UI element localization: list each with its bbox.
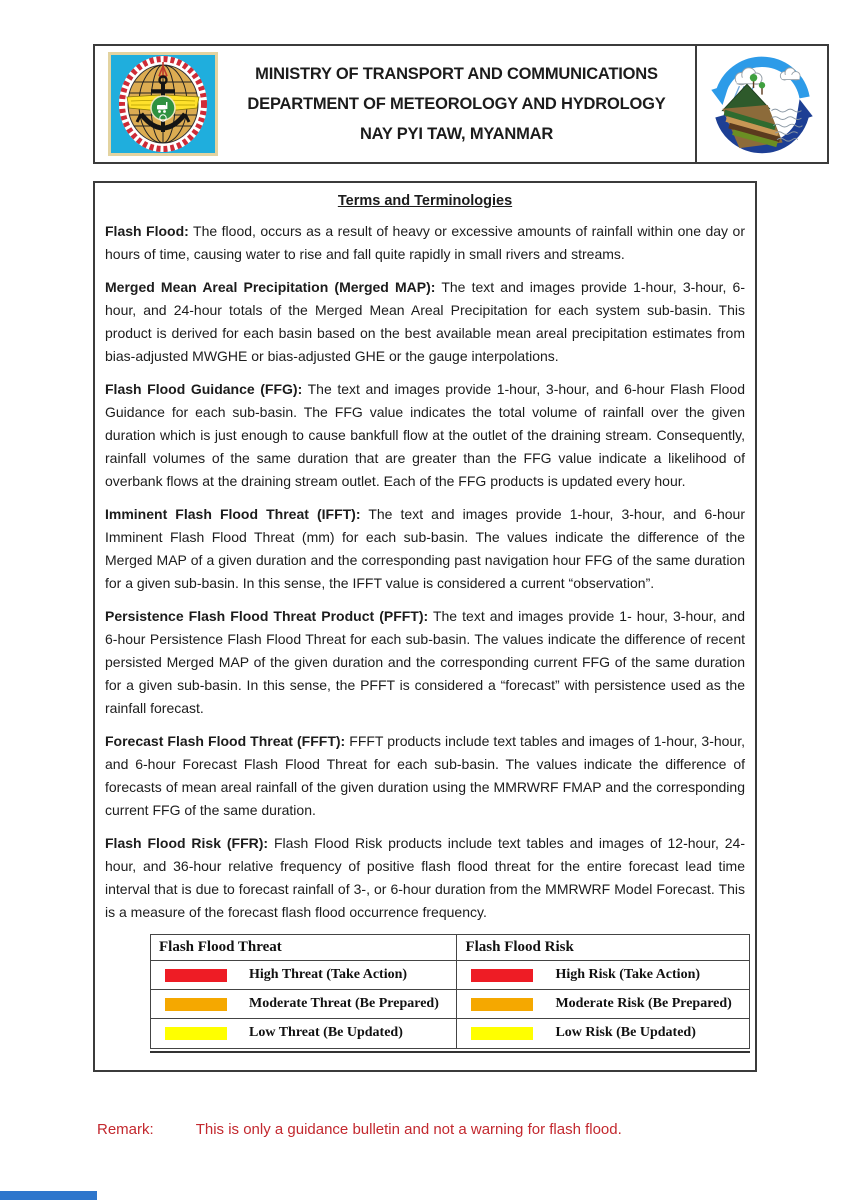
low-risk-color-swatch (471, 1027, 533, 1040)
moderate-threat-color-swatch (165, 998, 227, 1011)
term-label: Persistence Flash Flood Threat Product (PFFT): (105, 608, 429, 624)
remark-text: This is only a guidance bulletin and not a warning for flash flood. (195, 1121, 622, 1138)
legend-row-low (151, 1019, 750, 1048)
header-line-location: NAY PYI TAW, MYANMAR (359, 125, 554, 143)
header-text (218, 59, 695, 149)
term-label: Flash Flood: (105, 223, 189, 239)
header-title-box (93, 44, 697, 164)
term-definition: The flood, occurs as a result of heavy or excessive amounts of rainfall within one day or hours of time, causing water to rise and fall quite rapidly in small rivers and streams. (105, 223, 745, 262)
legend-header-row (151, 935, 750, 961)
paragraph-pfft (105, 605, 745, 720)
legend-row-high (151, 961, 750, 990)
hydro-cycle-logo-box (697, 44, 829, 164)
header-line-department: DEPARTMENT OF METEOROLOGY AND HYDROLOGY (247, 95, 666, 113)
term-label: Flash Flood Risk (FFR): (105, 835, 269, 851)
hydrological-cycle-icon (700, 49, 824, 159)
ministry-seal-icon (108, 52, 218, 156)
moderate-risk-label: Moderate Risk (Be Prepared) (555, 996, 732, 1012)
term-definition: The text and images provide 1-hour, 3-hour, and 6-hour Flash Flood Guidance for each sub-basin. The FFG value indicates the total volume of rainfall over the given duration which is just enough to cause bankfull flow at the outlet of the draining stream. Consequently, rainfall volumes of the same duration that are greater than the FFG value indicate a likelihood of overbank flows at the draining stream outlet. Each of the FFG products is updated every hour. (105, 381, 745, 489)
term-label: Flash Flood Guidance (FFG): (105, 381, 303, 397)
high-threat-color-swatch (165, 969, 227, 982)
low-risk-label: Low Risk (Be Updated) (555, 1025, 696, 1041)
term-definition: Flash Flood Risk products include text tables and images of 12-hour, 24-hour, and 36-hour relative frequency of positive flash flood threat for the entire forecast lead time interval that is due to forecast rainfall of 3-, or 6-hour duration from the MMRWRF Model Forecast. This is a measure of the forecast flash flood occurrence frequency. (105, 835, 745, 920)
paragraph-ffg (105, 378, 745, 493)
term-definition: The text and images provide 1-hour, 3-hour, 6-hour, and 24-hour totals of the Merged Mean Areal Precipitation for each system sub-basin. This product is derived for each basin based on the best available mean areal precipitation estimates from bias-adjusted MWGHE or bias-adjusted GHE or the gauge interpolations. (105, 279, 745, 364)
remark (97, 1121, 622, 1138)
paragraph-ifft (105, 503, 745, 595)
low-threat-color-swatch (165, 1027, 227, 1040)
legend-row-moderate (151, 990, 750, 1019)
moderate-risk-color-swatch (471, 998, 533, 1011)
term-definition: The text and images provide 1-hour, 3-hour, and 6-hour Imminent Flash Flood Threat (mm) for each sub-basin. The values indicate the difference of the Merged MAP of a given duration and the corresponding past navigation hour FFG of the same duration for a given sub-basin. In this sense, the IFFT value is considered a current “observation”. (105, 506, 746, 591)
legend-table (150, 934, 750, 1049)
term-label: Imminent Flash Flood Threat (IFFT): (105, 506, 361, 522)
header (93, 44, 829, 164)
remark-label: Remark: (97, 1121, 154, 1138)
paragraph-merged-map (105, 276, 745, 368)
terms-section (93, 181, 757, 1072)
term-label: Merged Mean Areal Precipitation (Merged MAP): (105, 279, 436, 295)
term-definition: FFFT products include text tables and images of 1-hour, 3-hour, and 6-hour Forecast Flash Flood Threat for each sub-basin. The values indicate the difference of forecasts of mean areal rainfall of the given duration using the MMRWRF FMAP and the corresponding current FFG of the same duration. (105, 733, 745, 818)
term-label: Forecast Flash Flood Threat (FFFT): (105, 733, 346, 749)
moderate-threat-label: Moderate Threat (Be Prepared) (249, 996, 439, 1012)
legend-table-wrap (150, 934, 750, 1053)
section-title: Terms and Terminologies (337, 193, 513, 209)
paragraph-flash-flood (105, 220, 745, 266)
high-risk-label: High Risk (Take Action) (555, 967, 701, 982)
bottom-blue-bar (0, 1191, 97, 1200)
paragraph-ffft (105, 730, 745, 822)
header-line-ministry: MINISTRY OF TRANSPORT AND COMMUNICATIONS (255, 65, 658, 83)
high-risk-color-swatch (471, 969, 533, 982)
legend-col-threat: Flash Flood Threat (151, 935, 457, 961)
paragraph-ffr (105, 832, 745, 924)
low-threat-label: Low Threat (Be Updated) (249, 1025, 403, 1041)
term-definition: The text and images provide 1- hour, 3-hour, and 6-hour Persistence Flash Flood Threat for each sub-basin. The values indicate the difference of recent persisted Merged MAP of the given duration and the corresponding current FFG of the same duration for a given sub-basin. In this sense, the PFFT is considered a “forecast” with persistence used as the rainfall forecast. (105, 608, 745, 716)
high-threat-label: High Threat (Take Action) (249, 967, 408, 982)
legend-col-risk: Flash Flood Risk (457, 935, 750, 961)
